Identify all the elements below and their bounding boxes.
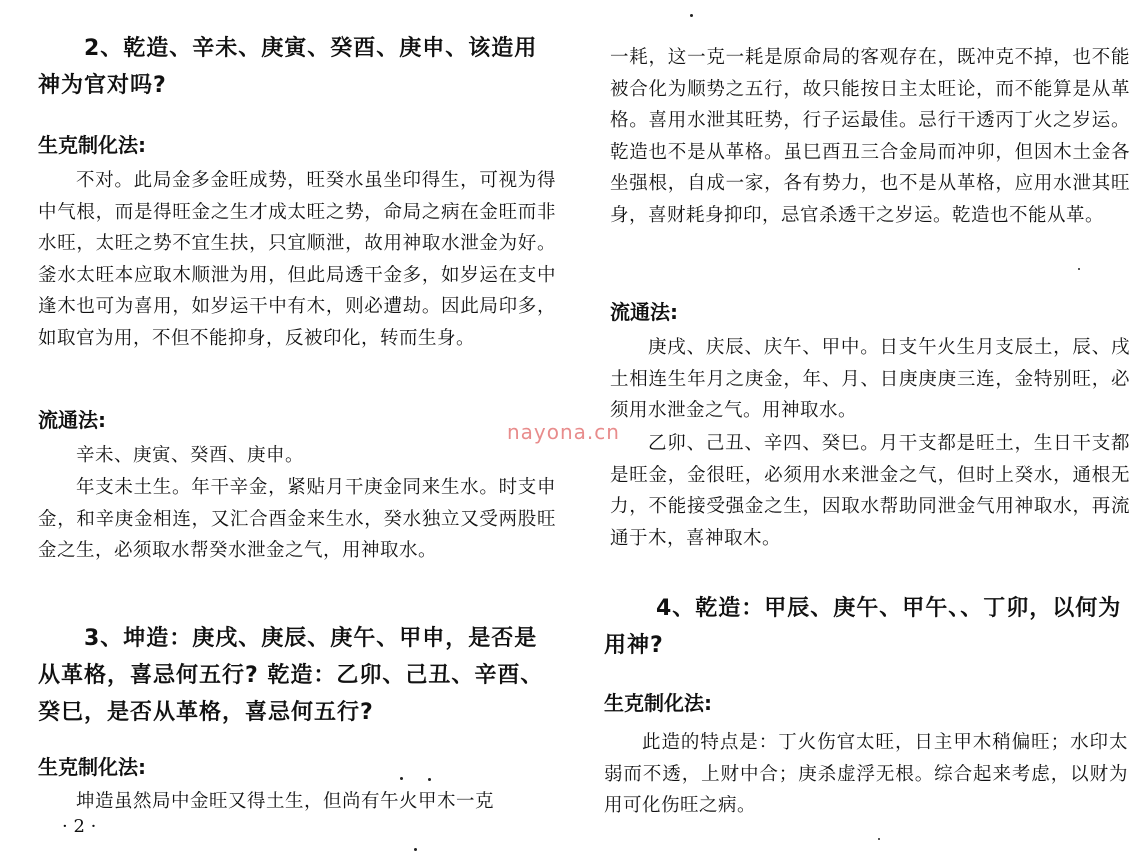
section-liutong-body: 年支未土生。年干辛金，紧贴月干庚金同来生水。时支申金，和辛庚金相连，又汇合酉金来生水，癸水独立又受两股旺金之生，必须取水帮癸水泄金之气，用神取水。 (38, 477, 556, 561)
section-shengke-right-body: 此造的特点是：丁火伤官太旺，日主甲木稍偏旺；水印太弱而不透，上财中合；庚杀虚浮无根。综合起来考虑，以财为用可化伤旺之病。 (604, 732, 1128, 816)
liutong-para-2: 乙卯、己丑、辛四、癸巳。月干支都是旺土，生日干支都是旺金，金很旺，必须用水来泄金之气，但时上癸水，通根无力，不能接受强金之生，因取水帮助同泄金气用神取水，再流通于木，喜神取木。 (610, 433, 1130, 549)
scan-speck (400, 777, 403, 780)
section-shengke-2-body: 坤造虽然局中金旺又得土生，但尚有午火甲木一克 (76, 791, 495, 812)
scan-speck (690, 14, 693, 17)
scan-speck (414, 848, 417, 851)
question-3-heading: 3、坤造：庚戌、庚辰、庚午、甲申，是否是从革格，喜忌何五行? 乾造：乙卯、己丑、辛酉、癸巳，是否从革格，喜忌何五行? (38, 626, 544, 725)
right-page (572, 0, 1145, 859)
page-number: · 2 · (62, 816, 97, 837)
question-2-heading: 2、乾造、辛未、庚寅、癸酉、庚申、该造用神为官对吗? (38, 36, 538, 98)
scan-speck (1078, 268, 1080, 270)
question-4-heading: 4、乾造：甲辰、庚午、甲午、、丁卯，以何为用神? (604, 596, 1122, 658)
left-page (0, 0, 572, 859)
section-shengke-body: 不对。此局金多金旺成势，旺癸水虽坐印得生，可视为得中气根，而是得旺金之生才成太旺之势，命局之病在金旺而非水旺，太旺之势不宜生扶，只宜顺泄，故用神取水泄金为好。釜水太旺本应取木顺泄为用，但此局透干金多，如岁运在支中逢木也可为喜用，如岁运干中有木，则必遭劫。因此局印多，如取官为用，不但不能抑身，反被印化，转而生身。 (38, 170, 556, 349)
section-title-shengke-right: 生克制化法: (604, 691, 712, 715)
scan-speck (878, 838, 880, 840)
watermark: nayona.cn (507, 420, 620, 444)
section-title-liutong: 流通法: (38, 408, 106, 432)
section-liutong-line1: 辛未、庚寅、癸酉、庚申。 (76, 445, 305, 466)
continued-text: 一耗，这一克一耗是原命局的客观存在，既冲克不掉，也不能被合化为顺势之五行，故只能按日主太旺论，而不能算是从革格。喜用水泄其旺势，行子运最佳。忌行干透丙丁火之岁运。乾造也不是从革格。虽巳酉丑三合金局而冲卯，但因木土金各坐强根，自成一家，各有势力，也不是从革格，应用水泄其旺身，喜财耗身抑印，忌官杀透干之岁运。乾造也不能从革。 (610, 47, 1130, 226)
scan-speck (428, 778, 431, 781)
section-title-liutong-right: 流通法: (610, 300, 678, 324)
liutong-para-1: 庚戌、庆辰、庆午、甲中。日支午火生月支辰土，辰、戌土相连生年月之庚金，年、月、日庚庚庚三连，金特别旺，必须用水泄金之气。用神取水。 (610, 337, 1130, 421)
section-title-shengke: 生克制化法: (38, 133, 146, 157)
section-title-shengke-2: 生克制化法: (38, 755, 146, 779)
